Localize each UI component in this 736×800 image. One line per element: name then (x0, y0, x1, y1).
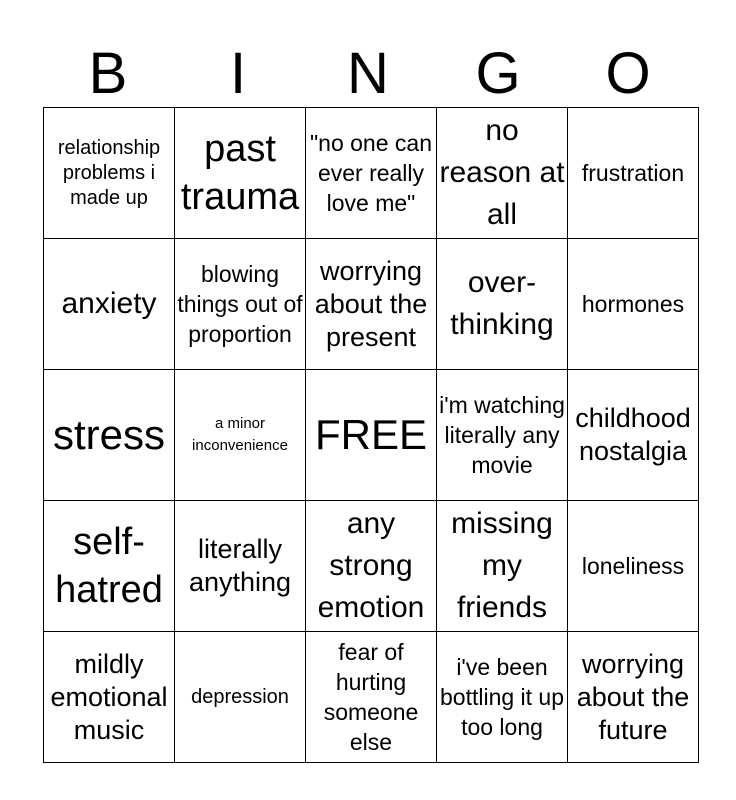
cell-text: past trauma (180, 128, 300, 218)
cell-text: i'm watching literally any movie (439, 392, 565, 478)
bingo-cell[interactable] (568, 370, 699, 501)
cell-text: any strong emotion (317, 507, 425, 624)
bingo-cell[interactable] (306, 632, 437, 763)
cell-text: worrying about the present (314, 255, 428, 352)
bingo-cell[interactable] (44, 370, 175, 501)
bingo-cell[interactable] (175, 239, 306, 370)
cell-text: frustration (581, 160, 685, 186)
bingo-title (43, 40, 693, 108)
bingo-cell[interactable] (437, 632, 568, 763)
bingo-cell[interactable] (44, 501, 175, 632)
bingo-cell[interactable] (306, 501, 437, 632)
free-space-cell[interactable] (306, 370, 437, 501)
bingo-cell[interactable] (175, 370, 306, 501)
bingo-cell[interactable] (568, 501, 699, 632)
bingo-cell[interactable] (437, 370, 568, 501)
cell-text: literally anything (188, 534, 292, 597)
bingo-cell[interactable] (306, 108, 437, 239)
cell-text: over-thinking (450, 266, 554, 341)
cell-text: worrying about the future (576, 648, 690, 745)
title-letter-g: G (475, 41, 521, 106)
bingo-cell[interactable] (306, 239, 437, 370)
cell-text: stress (52, 411, 165, 458)
board-row-5 (44, 632, 699, 763)
board-row-4 (44, 501, 699, 632)
cell-text: blowing things out of proportion (177, 261, 303, 347)
cell-text: a minor inconvenience (192, 415, 288, 454)
cell-text: relationship problems i made up (57, 136, 161, 209)
cell-text: fear of hurting someone else (323, 639, 419, 755)
board-row-3 (44, 370, 699, 501)
bingo-cell[interactable] (568, 108, 699, 239)
cell-text: loneliness (581, 553, 685, 579)
cell-text: "no one can ever really love me" (310, 130, 432, 216)
cell-text: anxiety (61, 287, 157, 320)
free-space-label: FREE (314, 411, 427, 458)
board-row-1 (44, 108, 699, 239)
bingo-cell[interactable] (175, 108, 306, 239)
cell-text: i've been bottling it up too long (439, 654, 565, 740)
bingo-cell[interactable] (175, 501, 306, 632)
bingo-cell[interactable] (437, 239, 568, 370)
bingo-cell[interactable] (44, 239, 175, 370)
cell-text: missing my friends (451, 507, 553, 624)
title-letter-n: N (347, 41, 389, 106)
title-letter-o: O (605, 41, 651, 106)
bingo-cell[interactable] (437, 501, 568, 632)
cell-text: self-hatred (55, 521, 163, 611)
bingo-cell[interactable] (175, 632, 306, 763)
cell-text: depression (191, 685, 289, 708)
cell-text: no reason at all (439, 114, 565, 231)
bingo-cell[interactable] (44, 632, 175, 763)
bingo-cell[interactable] (437, 108, 568, 239)
title-letter-i: I (229, 41, 247, 106)
bingo-board (43, 107, 699, 763)
cell-text: hormones (581, 291, 685, 317)
bingo-cell[interactable] (44, 108, 175, 239)
cell-text: mildly emotional music (50, 648, 168, 745)
cell-text: childhood nostalgia (575, 403, 691, 466)
bingo-cell[interactable] (568, 239, 699, 370)
board-row-2 (44, 239, 699, 370)
title-letter-b: B (88, 41, 128, 106)
bingo-cell[interactable] (568, 632, 699, 763)
